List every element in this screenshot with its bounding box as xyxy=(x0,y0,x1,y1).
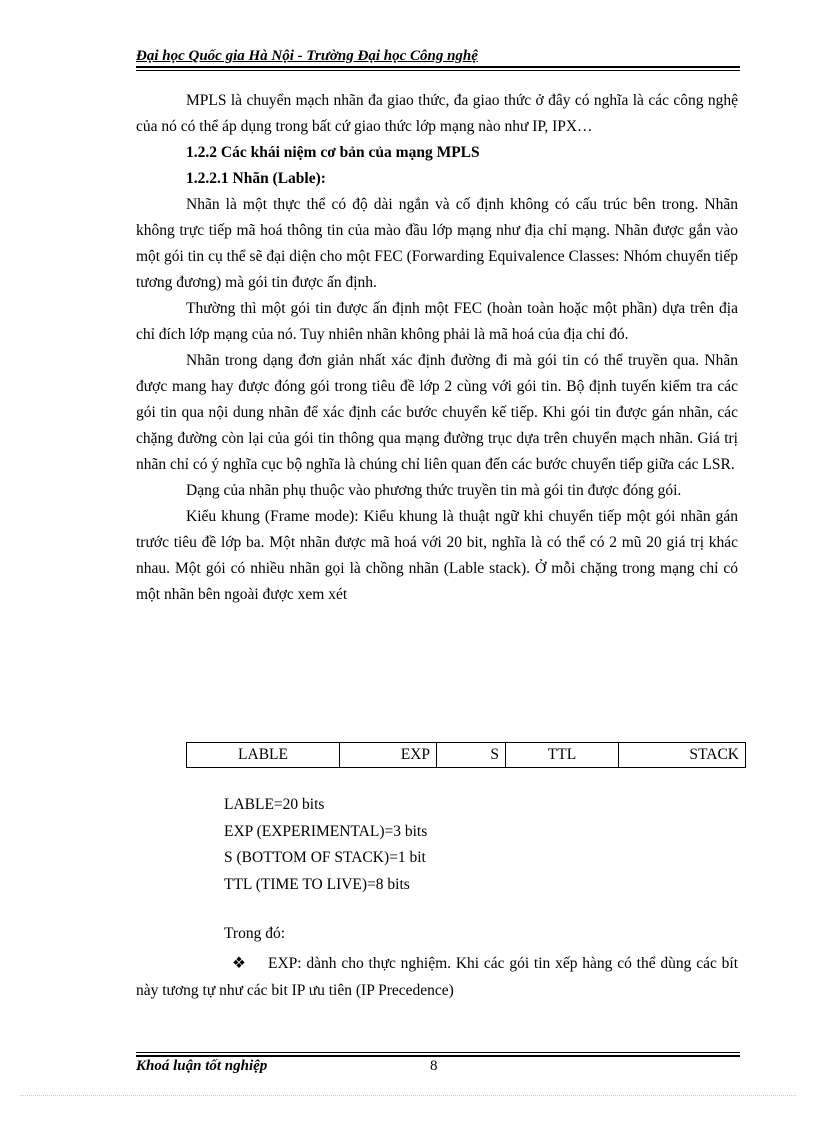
paragraph-frame-mode: Kiểu khung (Frame mode): Kiểu khung là thuật ngữ khi chuyển tiếp một gói nhãn gán trước tiêu đề lớp ba. Một nhãn được mã hoá với 20 bit, nghĩa là có thể có 2 mũ 20 giá trị khác nhau. Một gói có nhiều nhãn gọi là chồng nhãn (Lable stack). Ở mỗi chặng trong mạng chỉ có một nhãn bên ngoài được xem xét xyxy=(136,508,738,603)
paragraph-intro: MPLS là chuyển mạch nhãn đa giao thức, đa giao thức ở đây có nghĩa là các công nghệ của nó có thể áp dụng trong bất cứ giao thức lớp mạng nào như IP, IPX… xyxy=(136,92,738,135)
bullet-item xyxy=(136,950,738,1004)
label-format-table xyxy=(186,742,746,768)
footer-rule-thin xyxy=(136,1052,740,1053)
definition-exp: EXP (EXPERIMENTAL)=3 bits xyxy=(224,822,428,840)
paragraph-label-definition: Nhãn là một thực thể có độ dài ngắn và cố định không có cấu trúc bên trong. Nhãn không trực tiếp mã hoá thông tin của mào đầu lớp mạng như địa chỉ mạng. Nhãn được gắn vào một gói tin cụ thể sẽ đại diện cho một FEC (Forwarding Equivalence Classes: Nhóm chuyển tiếp tương đương) mà gói tin được ấn định. xyxy=(136,196,738,291)
header-rule-thin xyxy=(136,70,740,71)
diamond-bullet-icon: ❖ xyxy=(232,955,246,972)
header-rule xyxy=(136,66,740,68)
definition-lable: LABLE=20 bits xyxy=(224,796,325,813)
paragraph-fec: Thường thì một gói tin được ấn định một FEC (hoàn toàn hoặc một phần) dựa trên địa chỉ đích lớp mạng của nó. Tuy nhiên nhãn không phải là mã hoá của địa chỉ đó. xyxy=(136,300,738,343)
subsection-heading: 1.2.2.1 Nhãn (Lable): xyxy=(186,170,326,187)
table-cell-exp: EXP xyxy=(340,743,437,768)
document-body xyxy=(136,88,738,608)
section-heading: 1.2.2 Các khái niệm cơ bản của mạng MPLS xyxy=(186,144,480,161)
page-boundary xyxy=(20,1095,796,1096)
table-row xyxy=(187,743,746,768)
paragraph-label-path: Nhãn trong dạng đơn giản nhất xác định đường đi mà gói tin có thể truyền qua. Nhãn được mang hay được đóng gói trong tiêu đề lớp 2 cùng với gói tin. Bộ định tuyến kiểm tra các gói tin qua nội dung nhãn để xác định các bước chuyển kế tiếp. Khi gói tin được gán nhãn, các chặng đường còn lại của gói tin thông qua mạng đường trục dựa trên chuyển mạch nhãn. Giá trị nhãn chỉ có ý nghĩa cục bộ nghĩa là chúng chỉ liên quan đến các bước chuyển tiếp giữa các LSR. xyxy=(136,352,738,473)
page-footer: Khoá luận tốt nghiệp xyxy=(136,1058,268,1074)
paragraph-label-form: Dạng của nhãn phụ thuộc vào phương thức truyền tin mà gói tin được đóng gói. xyxy=(186,482,682,499)
table-cell-lable: LABLE xyxy=(187,743,340,768)
table-cell-stack: STACK xyxy=(619,743,746,768)
table-cell-ttl: TTL xyxy=(506,743,619,768)
bullet-text: EXP: dành cho thực nghiệm. Khi các gói tin xếp hàng có thể dùng các bít này tương tự như các bit IP ưu tiên (IP Precedence) xyxy=(136,955,738,999)
page-header: Đại học Quốc gia Hà Nội - Trường Đại học Công nghệ xyxy=(136,48,478,64)
note-label: Trong đó: xyxy=(224,925,286,942)
field-definitions xyxy=(224,792,427,898)
table-cell-s: S xyxy=(437,743,506,768)
footer-rule xyxy=(136,1055,740,1057)
page-number: 8 xyxy=(430,1058,438,1074)
definition-s: S (BOTTOM OF STACK)=1 bit xyxy=(224,849,426,866)
definition-ttl: TTL (TIME TO LIVE)=8 bits xyxy=(224,875,410,893)
